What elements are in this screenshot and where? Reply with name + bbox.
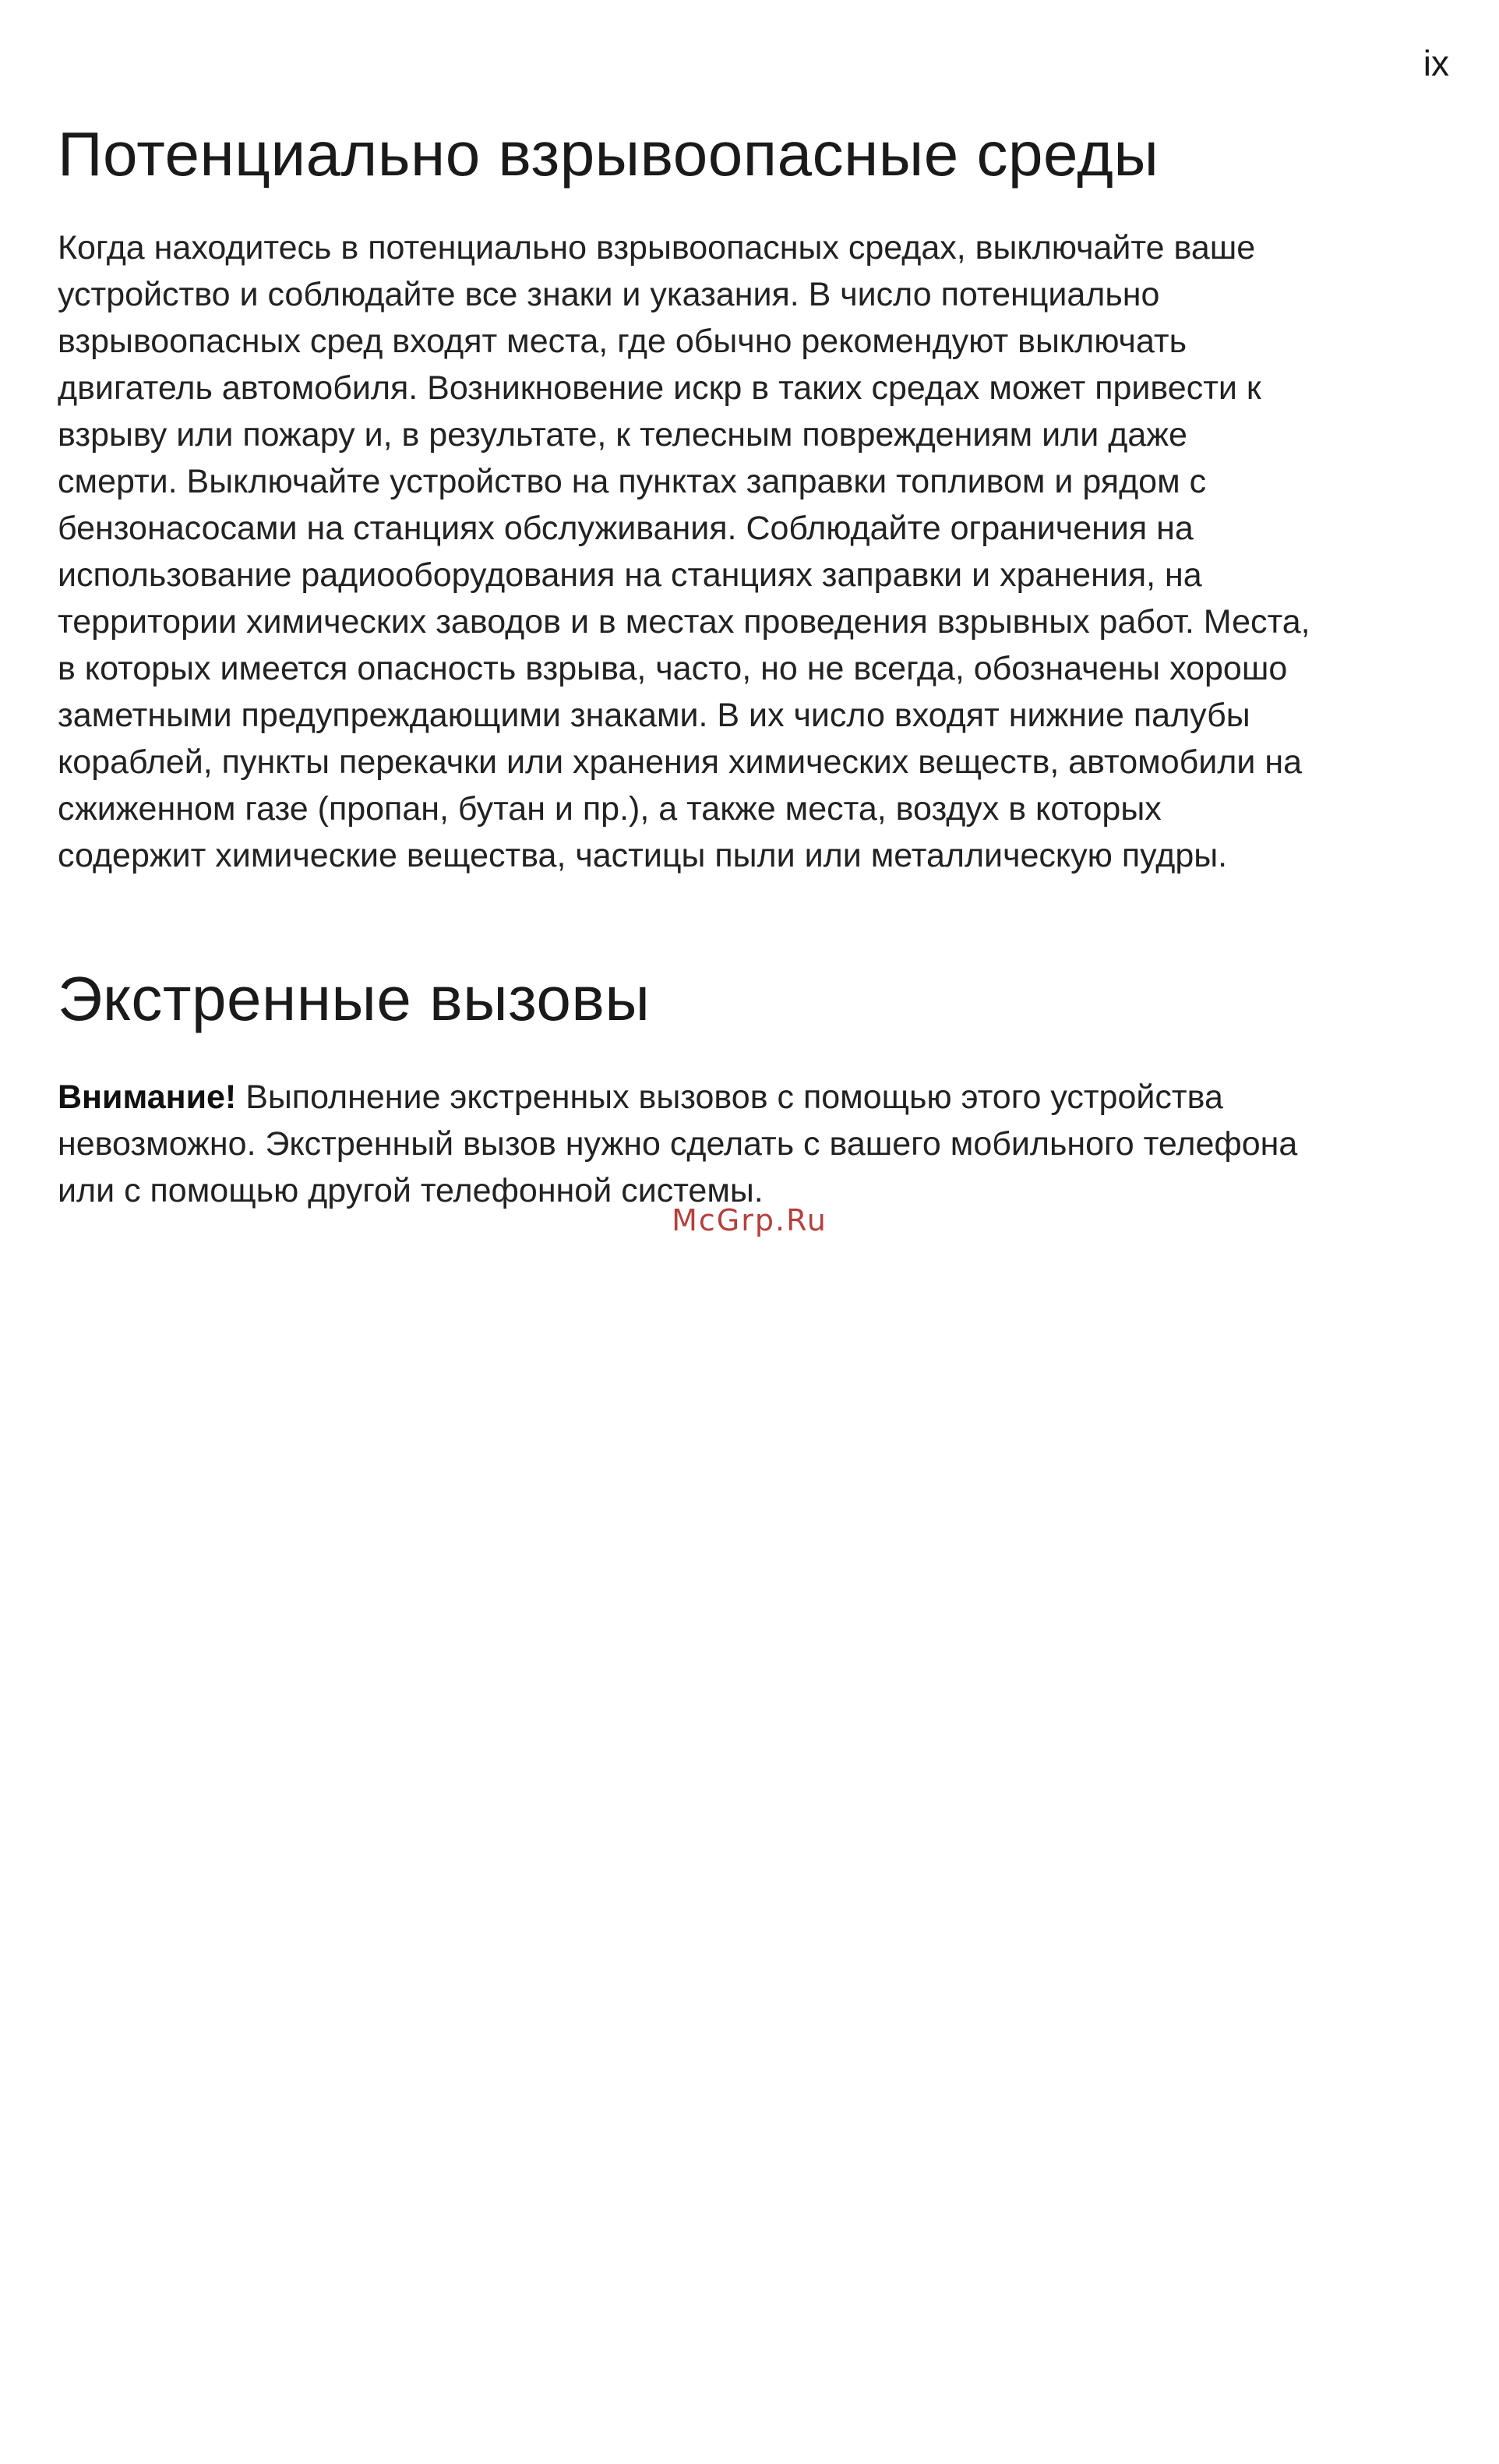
paragraph-line: бензонасосами на станциях обслуживания. Соблюдайте ограничения на — [58, 510, 1194, 547]
paragraph-line: Когда находитесь в потенциально взрывоопасных средах, выключайте ваше — [58, 229, 1256, 267]
section-emergency-calls — [58, 963, 1452, 1214]
paragraph-line: в которых имеется опасность взрыва, часто, но не всегда, обозначены хорошо — [58, 650, 1288, 687]
paragraph-line: кораблей, пункты перекачки или хранения химических веществ, автомобили на — [58, 743, 1303, 781]
paragraph-line: устройство и соблюдайте все знаки и указания. В число потенциально — [58, 276, 1160, 313]
paragraph-line: заметными предупреждающими знаками. В их число входят нижние палубы — [58, 697, 1250, 734]
paragraph-line: сжиженном газе (пропан, бутан и пр.), а также места, воздух в которых — [58, 790, 1162, 828]
paragraph-line: содержит химические вещества, частицы пыли или металлическую пудры. — [58, 837, 1228, 874]
paragraph-line: взрывоопасных сред входят места, где обычно рекомендуют выключать — [58, 323, 1187, 360]
paragraph-line: невозможно. Экстренный вызов нужно сделать с вашего мобильного телефона — [58, 1125, 1298, 1163]
section-title: Потенциально взрывоопасные среды — [58, 119, 1159, 189]
paragraph-line: территории химических заводов и в местах проведения взрывных работ. Места, — [58, 603, 1310, 641]
page-number: ix — [1423, 43, 1449, 83]
warning-paragraph — [58, 1074, 1452, 1214]
section-title: Экстренные вызовы — [58, 964, 651, 1033]
paragraph-line: смерти. Выключайте устройство на пунктах заправки топливом и рядом с — [58, 463, 1207, 500]
paragraph-line: или с помощью другой телефонной системы. — [58, 1172, 764, 1209]
page-content — [58, 118, 1452, 1214]
paragraph-line: использование радиооборудования на станциях заправки и хранения, на — [58, 556, 1202, 594]
paragraph-line: двигатель автомобиля. Возникновение искр в таких средах может привести к — [58, 369, 1261, 407]
site-watermark: McGrp.Ru — [672, 1203, 827, 1237]
paragraph-line: Выполнение экстренных вызовов с помощью этого устройства — [236, 1078, 1223, 1116]
section-explosive-environments — [58, 118, 1452, 879]
paragraph-line: взрыву или пожару и, в результате, к телесным повреждениям или даже — [58, 416, 1187, 454]
warning-label: Внимание! — [58, 1078, 237, 1116]
section-paragraph — [58, 224, 1452, 879]
